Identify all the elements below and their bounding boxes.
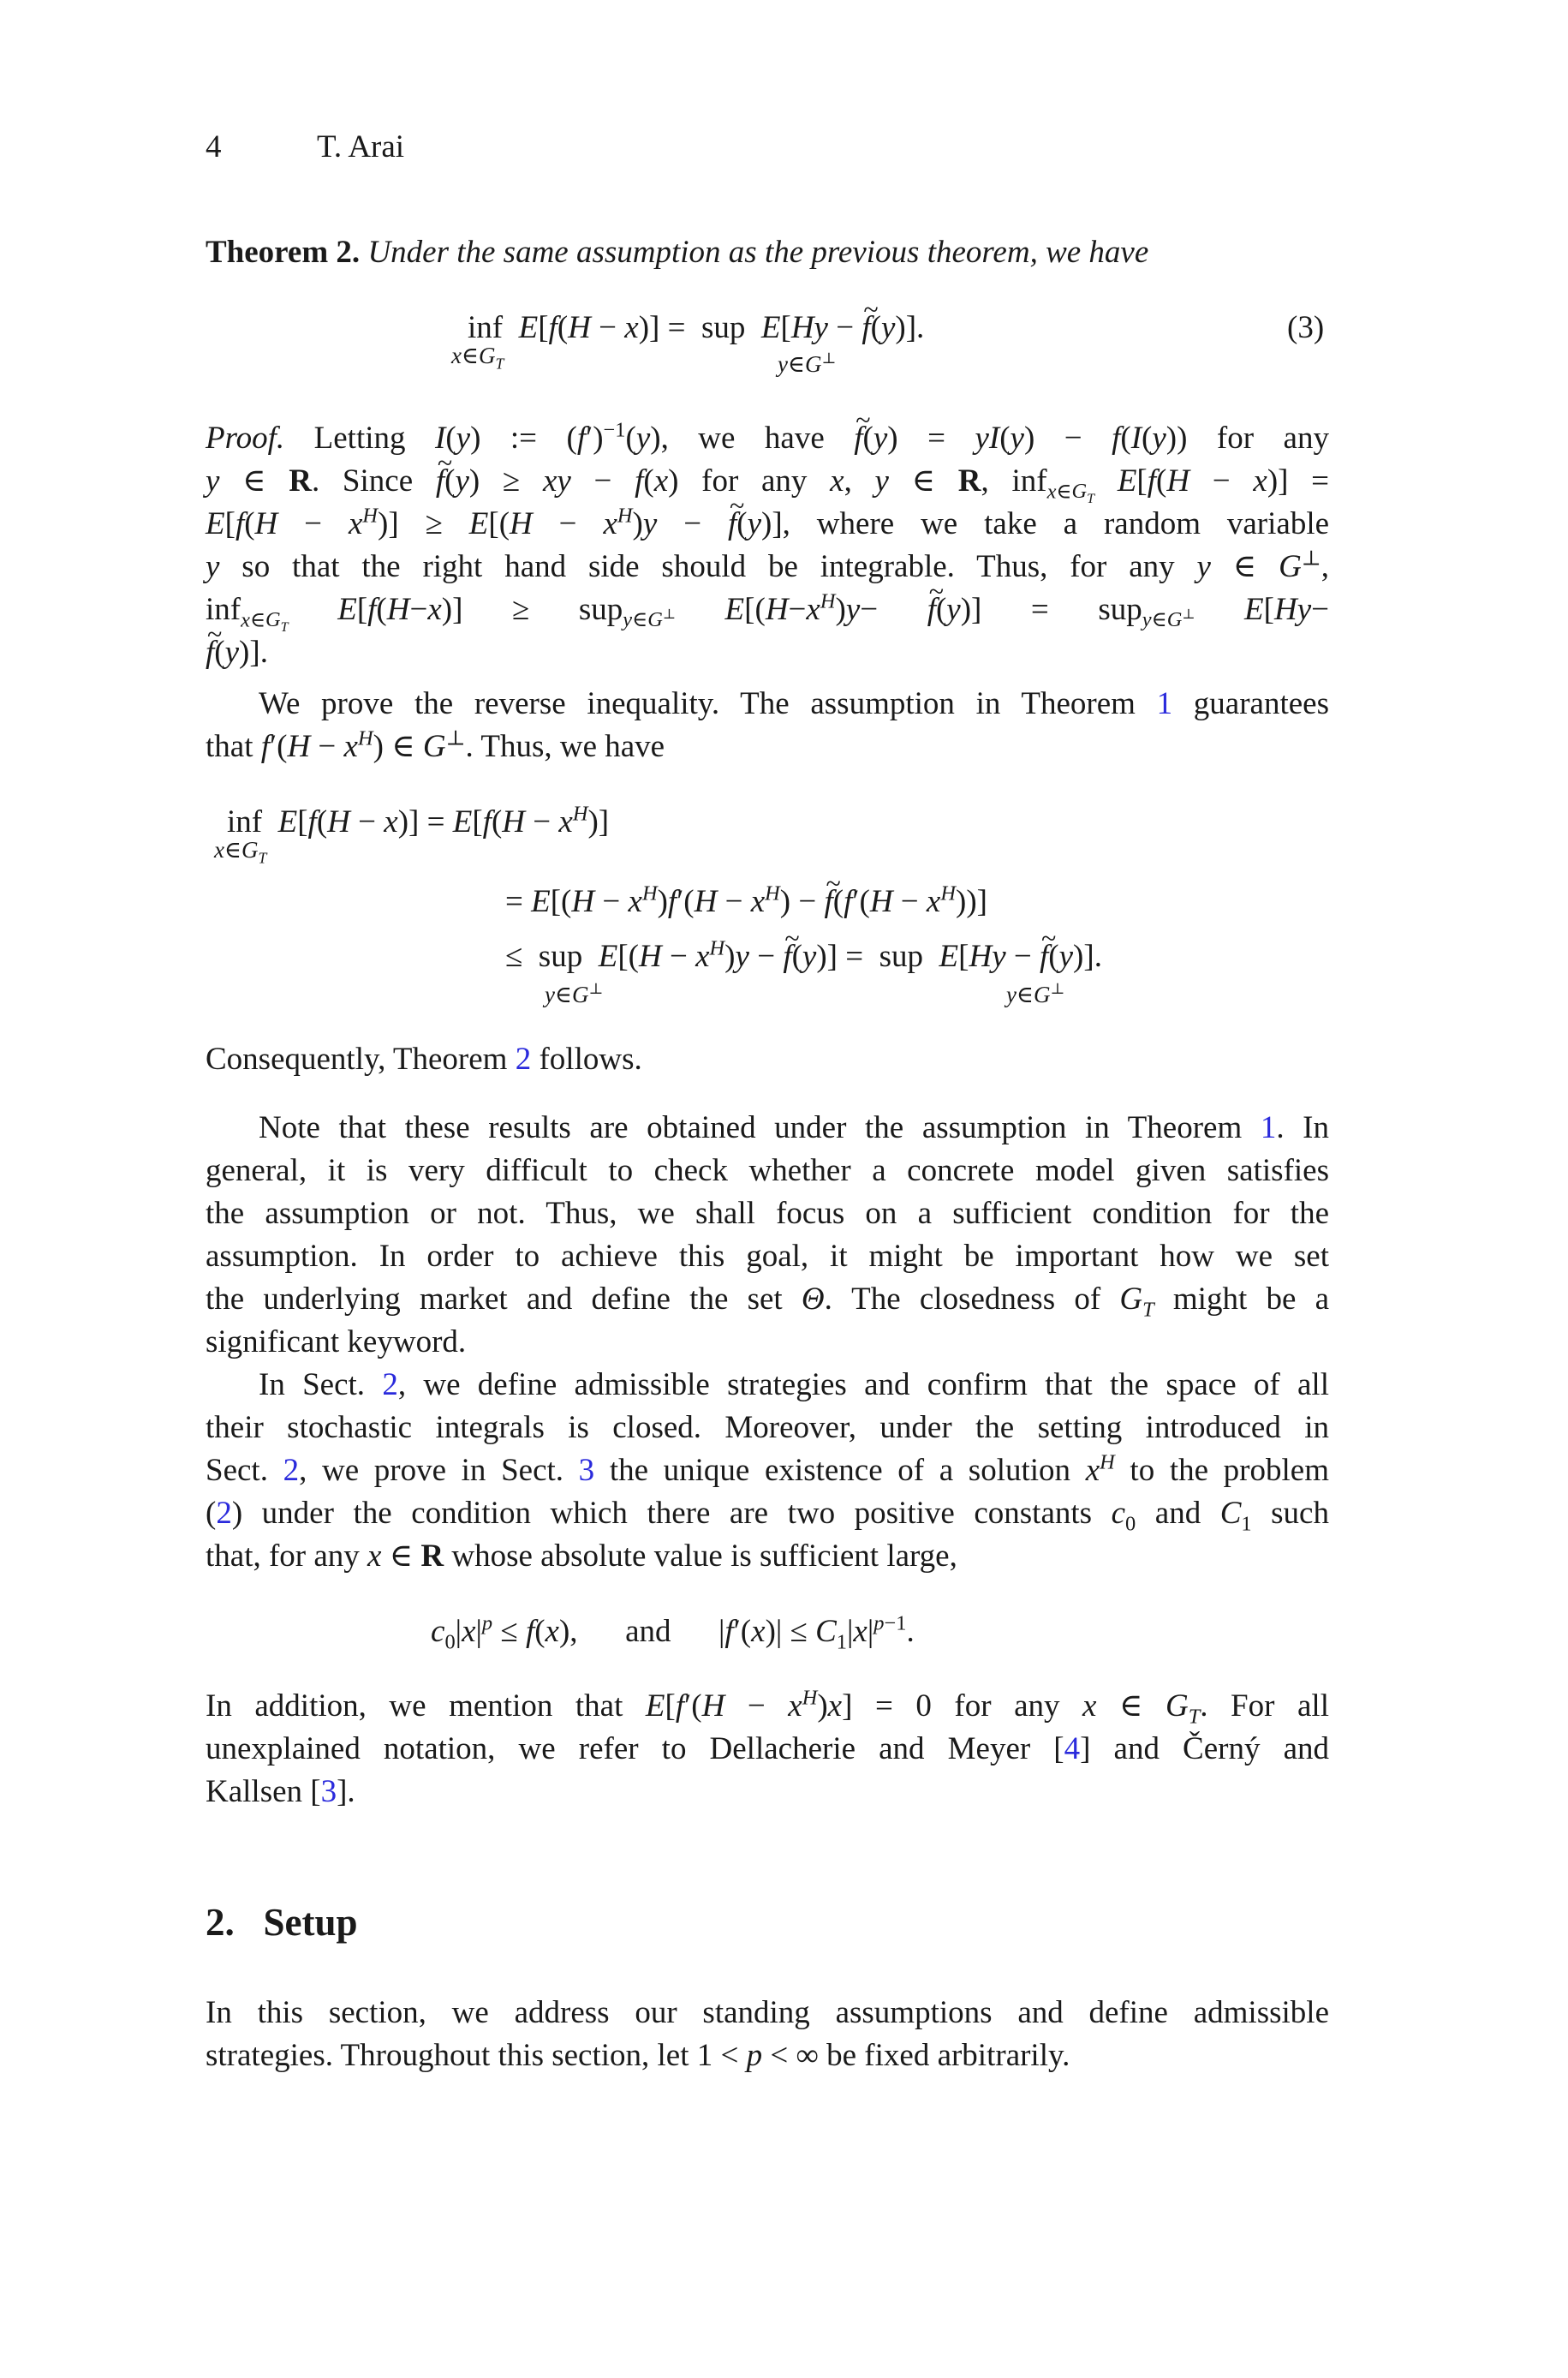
theorem-1-link[interactable]: 1 xyxy=(1156,686,1173,721)
theorem-2-statement xyxy=(206,231,1329,274)
proof-label: Proof. xyxy=(206,421,285,456)
setup-line-1: In this section, we address our standing assumptions and define admissible xyxy=(206,1995,1329,2030)
note-line-4: assumption. In order to achieve this goal, it might be important how we set xyxy=(206,1239,1329,1274)
add-line-3: Kallsen [3]. xyxy=(206,1774,355,1809)
sect-line-4: (2) under the condition which there are two positive constants $c_0$ and $C_1$ such xyxy=(206,1496,1329,1536)
theorem-label: Theorem 2. xyxy=(206,235,361,270)
running-author: T. Arai xyxy=(317,129,405,164)
sect-2-link[interactable]: 2 xyxy=(382,1367,398,1402)
growth-condition: $c_0|x|^p \le f(x)$, and $|f'(x)| \le C_1|x|^{p-1}$. xyxy=(431,1611,915,1654)
section-2-heading: 2. Setup xyxy=(206,1901,358,1944)
proof-line-5: inf$_{x\in G_T}$ E[f(H−x)] ≥ sup$_{y\in G^\perp}$ $E[(H-x^H)y-$ ~ f(y)] = sup$_{y\in G^\perp}$ E[Hy− xyxy=(206,589,1329,631)
display-sup-subscript-2: y∈G⊥ xyxy=(1006,980,1065,1007)
note-line-6: significant keyword. xyxy=(206,1324,467,1359)
eq3-sup-subscript: y∈G⊥ xyxy=(778,350,837,377)
sect-line-3: Sect. 2, we prove in Sect. 3 the unique existence of a solution $x^H$ to the problem xyxy=(206,1450,1329,1488)
display-eq-line-1: inf $E[f(H - x)] = E[f(H - x^H)]$ xyxy=(227,802,610,839)
note-line-5: the underlying market and define the set Θ. The closedness of $G_T$ might be a xyxy=(206,1282,1330,1322)
equation-number-3: (3) xyxy=(1287,310,1325,345)
page-number: 4 xyxy=(206,129,222,164)
proof-line-2: y ∈ R. Since ~ f(y) ≥ xy − f(x) for any x, y ∈ R, inf$_{x\in G_T}$ E[f(H − x)] = xyxy=(206,460,1329,503)
ref-3-link[interactable]: 3 xyxy=(320,1774,337,1809)
sect-line-1: In Sect. 2, we define admissible strategies and confirm that the space of all xyxy=(259,1367,1329,1402)
sect-2-link-2[interactable]: 2 xyxy=(283,1453,300,1488)
proof-line-1: Proof. Letting I(y) := $(f')^{-1}(y)$, we have ~ f(y) = yI(y) − f(I(y)) for any xyxy=(206,417,1329,460)
note-line-3: the assumption or not. Thus, we shall focus on a sufficient condition for the xyxy=(206,1196,1329,1231)
sect-line-5: that, for any x ∈ R whose absolute value is sufficient large, xyxy=(206,1539,957,1574)
sect-line-2: their stochastic integrals is closed. Moreover, under the setting introduced in xyxy=(206,1410,1329,1445)
display-eq-line-3: ≤ sup $E[(H - x^H)y$ − ~ f(y)] = sup E[Hy − ~ f(y)]. xyxy=(505,935,1102,978)
theorem-text: Under the same assumption as the previous theorem, we have xyxy=(367,235,1149,270)
proof-line-6: ~ f(y)]. xyxy=(206,631,1329,674)
proof-line-4: y so that the right hand side should be integrable. Thus, for any y ∈ G⊥, xyxy=(206,547,1329,584)
proof-line-3: $E[f(H - x^H)] \ge E[(H - x^H)y$ − ~ f(y)], where we take a random variable xyxy=(206,503,1329,546)
sect-3-link[interactable]: 3 xyxy=(578,1453,595,1488)
add-line-1: In addition, we mention that $E[f'(H - x^H)x] = 0$ for any x ∈ $G_T$. For all xyxy=(206,1686,1329,1729)
proof-conclusion: Consequently, Theorem 2 follows. xyxy=(206,1042,642,1077)
display-sup-subscript-1: y∈G⊥ xyxy=(545,980,604,1007)
equation-3: inf E[f(H − x)] = sup E[Hy − ~ f(y)]. xyxy=(468,307,924,350)
display-inf-subscript: $x\in G_T$ xyxy=(214,837,267,867)
condition-and: and xyxy=(625,1614,671,1649)
ref-4-link[interactable]: 4 xyxy=(1064,1731,1081,1766)
eq3-inf-subscript: $x\in G_T$ xyxy=(451,343,504,373)
display-eq-line-2: = $E[(H - x^H)f'(H - x^H)$ − ~ $f(f'(H - x^H))$] xyxy=(505,881,987,923)
proof-p2-line-1: We prove the reverse inequality. The assumption in Theorem 1 guarantees xyxy=(259,686,1329,721)
eq-2-link[interactable]: 2 xyxy=(216,1496,232,1531)
proof-p2-line-2: that $f'(H - x^H)$ ∈ G⊥. Thus, we have xyxy=(206,726,665,764)
theorem-2-link[interactable]: 2 xyxy=(515,1042,532,1077)
note-line-2: general, it is very difficult to check whether a concrete model given satisfies xyxy=(206,1153,1329,1188)
setup-line-2: strategies. Throughout this section, let 1 < p < ∞ be fixed arbitrarily. xyxy=(206,2038,1070,2073)
note-line-1: Note that these results are obtained under the assumption in Theorem 1. In xyxy=(259,1110,1329,1145)
add-line-2: unexplained notation, we refer to Dellacherie and Meyer [4] and Černý and xyxy=(206,1731,1329,1766)
theorem-1-link-2[interactable]: 1 xyxy=(1260,1110,1277,1145)
